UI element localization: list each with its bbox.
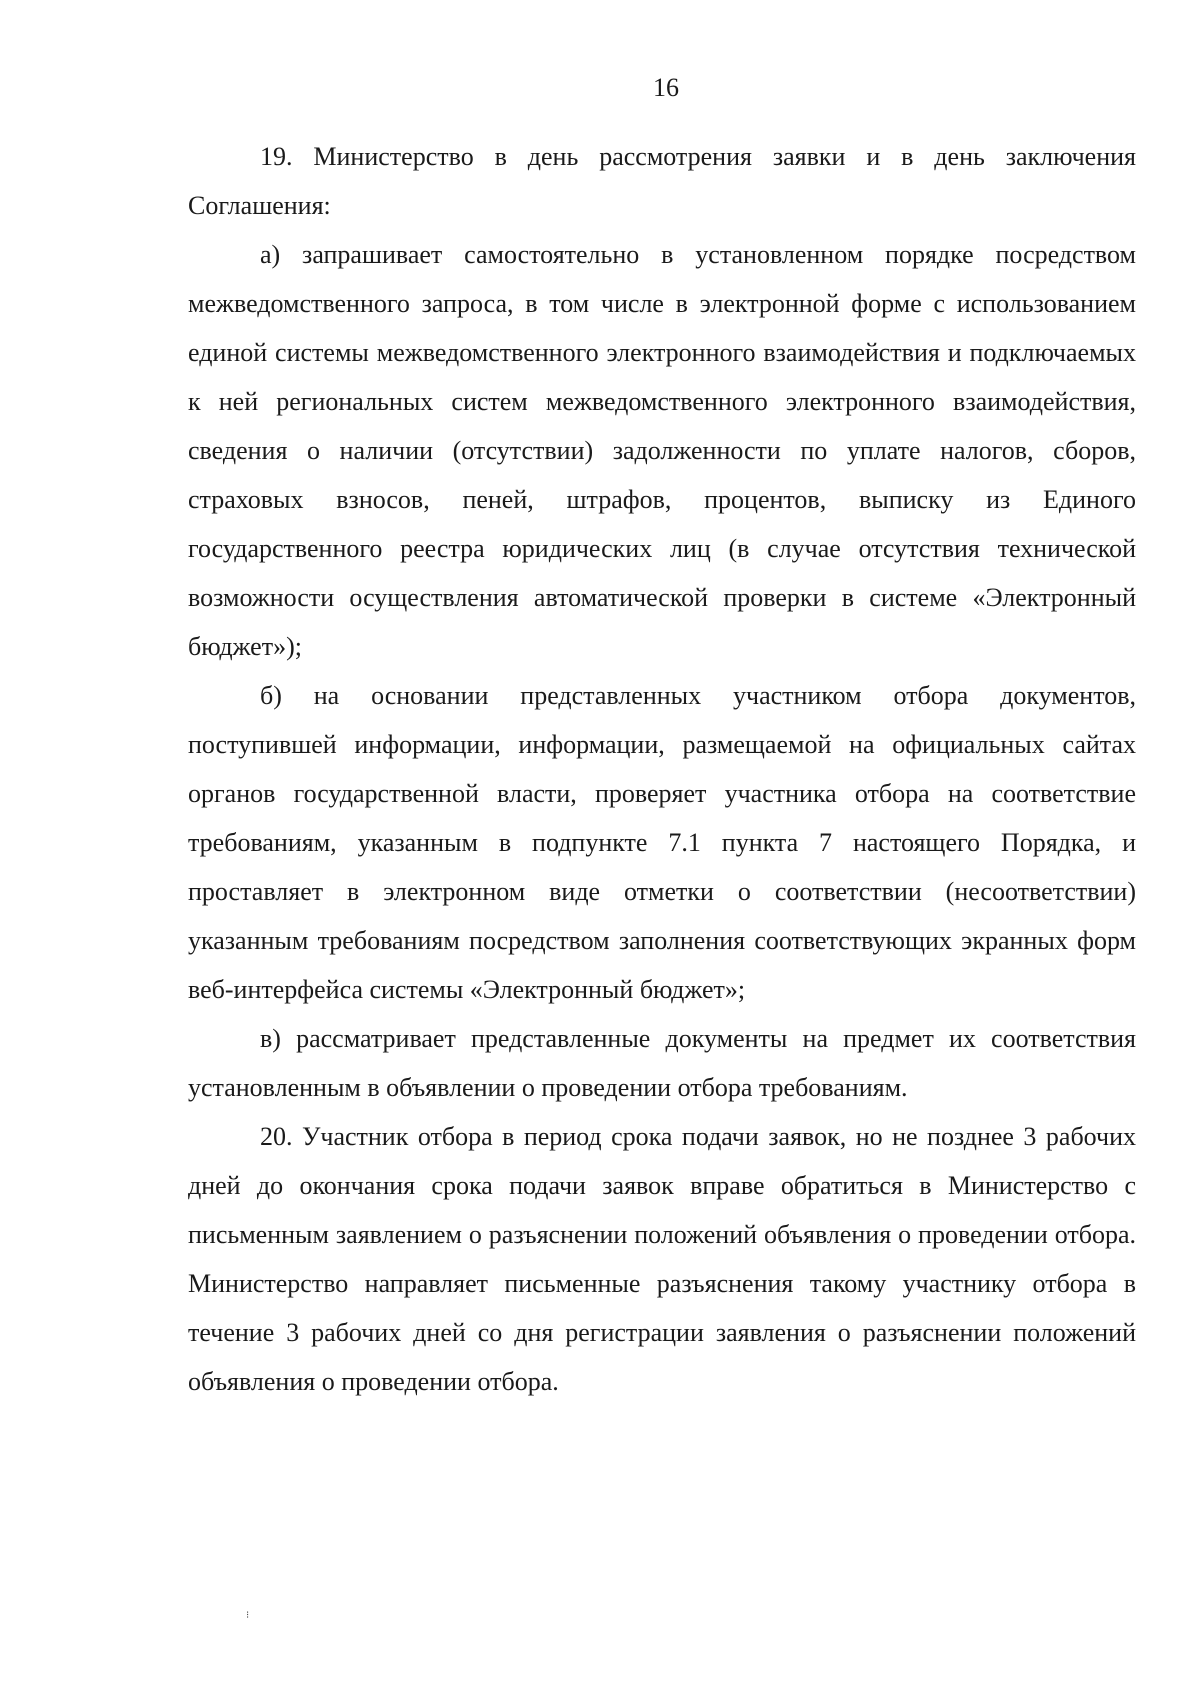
paragraph-20: 20. Участник отбора в период срока подачи заявок, но не позднее 3 рабочих дней до окончания срока подачи заявок вправе обратиться в Министерство с письменным заявлением о разъяснении положений объявления о проведении отбора. Министерство направляет письменные разъяснения такому участнику отбора в течение 3 рабочих дней со дня регистрации заявления о разъяснении положений объявления о проведении отбора.	[188, 1122, 1136, 1396]
subparagraph-a: а) запрашивает самостоятельно в установленном порядке посредством межведомственного запроса, в том числе в электронной форме с использованием единой системы межведомственного электронного взаимодействия и подключаемых к ней региональных систем межведомственного электронного взаимодействия, сведения о наличии (отсутствии) задолженности по уплате налогов, сборов, страховых взносов, пеней, штрафов, процентов, выписку из Единого государственного реестра юридических лиц (в случае отсутствия технической возможности осуществления автоматической проверки в системе «Электронный бюджет»);	[188, 240, 1136, 661]
document-body	[188, 132, 1136, 1406]
page-number: 16	[653, 73, 679, 102]
subparagraph-v: в) рассматривает представленные документы на предмет их соответствия установленным в объявлении о проведении отбора требованиям.	[188, 1024, 1136, 1102]
footer-mark: ⁝	[246, 1610, 250, 1621]
paragraph-19: 19. Министерство в день рассмотрения заявки и в день заключения Соглашения:	[188, 142, 1136, 220]
subparagraph-b: б) на основании представленных участником отбора документов, поступившей информации, информации, размещаемой на официальных сайтах органов государственной власти, проверяет участника отбора на соответствие требованиям, указанным в подпункте 7.1 пункта 7 настоящего Порядка, и проставляет в электронном виде отметки о соответствии (несоответствии) указанным требованиям посредством заполнения соответствующих экранных форм веб-интерфейса системы «Электронный бюджет»;	[188, 681, 1136, 1004]
